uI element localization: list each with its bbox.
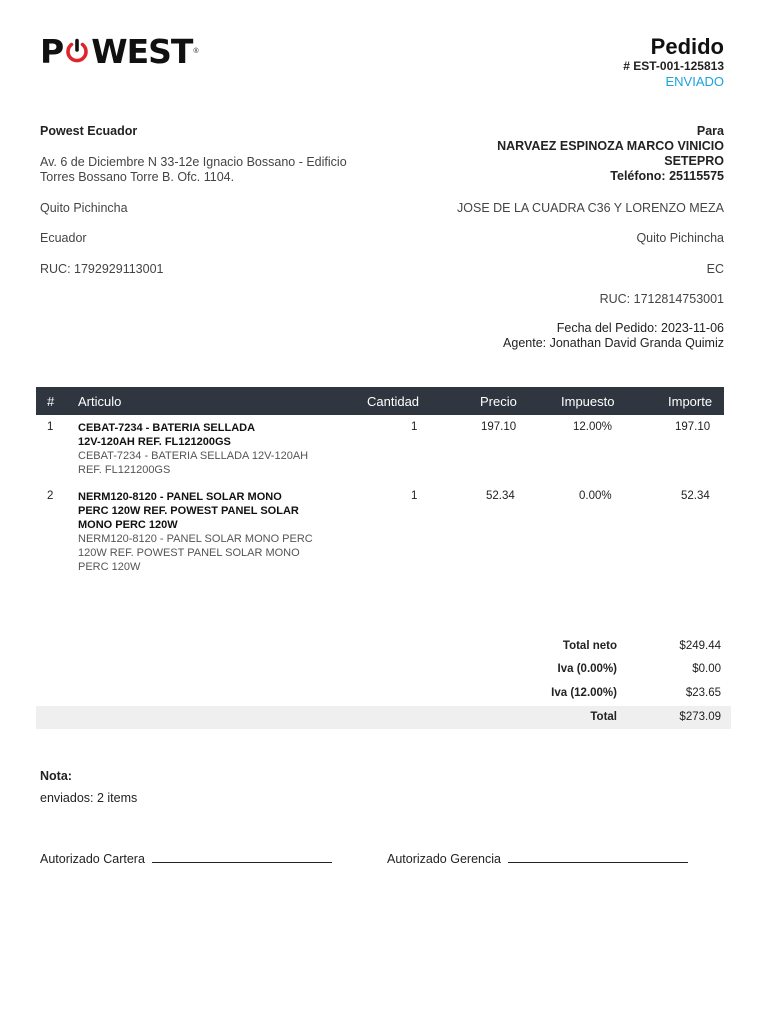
item-title: MONO PERC 120W bbox=[78, 519, 178, 531]
client-phone: Teléfono: 25115575 bbox=[610, 169, 724, 183]
signature-cartera-line bbox=[152, 850, 332, 863]
client-city: Quito Pichincha bbox=[636, 231, 724, 245]
item-description: PERC 120W bbox=[78, 561, 141, 573]
logo-text-right: WEST bbox=[91, 31, 193, 71]
item-title: CEBAT-7234 - BATERIA SELLADA bbox=[78, 422, 256, 434]
power-icon bbox=[64, 38, 90, 64]
col-num: # bbox=[47, 394, 55, 409]
company-city: Quito Pichincha bbox=[40, 201, 128, 215]
iva0-value: $0.00 bbox=[692, 663, 721, 675]
row-number: 2 bbox=[47, 490, 54, 502]
signature-cartera-label: Autorizado Cartera bbox=[40, 852, 145, 866]
company-logo bbox=[40, 31, 199, 71]
row-number: 1 bbox=[47, 421, 54, 433]
col-article: Articulo bbox=[78, 394, 122, 409]
item-description: 120W REF. POWEST PANEL SOLAR MONO bbox=[78, 547, 300, 559]
total-value: $273.09 bbox=[679, 711, 721, 723]
order-date: Fecha del Pedido: 2023-11-06 bbox=[556, 321, 724, 335]
client-name-line1: NARVAEZ ESPINOZA MARCO VINICIO bbox=[497, 139, 724, 153]
signature-gerencia-line bbox=[508, 850, 688, 863]
iva0-label: Iva (0.00%) bbox=[557, 663, 617, 675]
item-title: 12V-120AH REF. FL121200GS bbox=[78, 436, 231, 448]
company-ruc: RUC: 1792929113001 bbox=[40, 262, 164, 276]
client-heading: Para bbox=[696, 124, 724, 138]
company-country: Ecuador bbox=[40, 231, 87, 245]
item-title: PERC 120W REF. POWEST PANEL SOLAR bbox=[78, 505, 299, 517]
item-quantity: 1 bbox=[411, 421, 418, 433]
col-tax: Impuesto bbox=[561, 394, 615, 409]
col-amount: Importe bbox=[668, 394, 713, 409]
signature-cartera bbox=[40, 850, 332, 866]
item-amount: 52.34 bbox=[681, 490, 710, 502]
client-name-line2: SETEPRO bbox=[664, 154, 724, 168]
item-description: NERM120-8120 - PANEL SOLAR MONO PERC bbox=[78, 533, 313, 545]
agent: Agente: Jonathan David Granda Quimiz bbox=[503, 336, 724, 350]
total-net-value: $249.44 bbox=[679, 640, 721, 652]
iva12-value: $23.65 bbox=[685, 687, 721, 699]
item-description: REF. FL121200GS bbox=[78, 464, 171, 476]
item-description: CEBAT-7234 - BATERIA SELLADA 12V-120AH bbox=[78, 450, 309, 462]
item-price: 197.10 bbox=[481, 421, 517, 433]
iva12-label: Iva (12.00%) bbox=[551, 687, 617, 699]
signature-gerencia bbox=[387, 850, 688, 866]
total-label: Total bbox=[590, 711, 617, 723]
note-label: Nota: bbox=[40, 769, 72, 783]
status-badge: ENVIADO bbox=[665, 74, 724, 89]
document-title: Pedido bbox=[650, 34, 724, 59]
client-country: EC bbox=[706, 262, 724, 276]
client-address: JOSE DE LA CUADRA C36 Y LORENZO MEZA bbox=[457, 201, 724, 215]
table-header bbox=[36, 387, 724, 415]
signature-gerencia-label: Autorizado Gerencia bbox=[387, 852, 501, 866]
item-amount: 197.10 bbox=[675, 421, 711, 433]
company-address-line1: Av. 6 de Diciembre N 33-12e Ignacio Bossano - Edificio bbox=[40, 155, 347, 169]
note-text: enviados: 2 items bbox=[40, 791, 138, 805]
document-number: # EST-001-125813 bbox=[623, 59, 724, 73]
company-name: Powest Ecuador bbox=[40, 124, 138, 138]
total-band bbox=[36, 706, 731, 729]
item-tax: 12.00% bbox=[573, 421, 613, 433]
item-price: 52.34 bbox=[486, 490, 515, 502]
item-title: NERM120-8120 - PANEL SOLAR MONO bbox=[78, 491, 282, 503]
registered-mark: ® bbox=[193, 47, 199, 55]
total-net-label: Total neto bbox=[562, 640, 617, 652]
col-price: Precio bbox=[480, 394, 517, 409]
logo-text-left: P bbox=[40, 31, 64, 71]
item-quantity: 1 bbox=[411, 490, 418, 502]
item-tax: 0.00% bbox=[579, 490, 612, 502]
col-quantity: Cantidad bbox=[367, 394, 420, 409]
client-ruc: RUC: 1712814753001 bbox=[599, 292, 724, 306]
company-address-line2: Torres Bossano Torre B. Ofc. 1104. bbox=[40, 170, 235, 184]
